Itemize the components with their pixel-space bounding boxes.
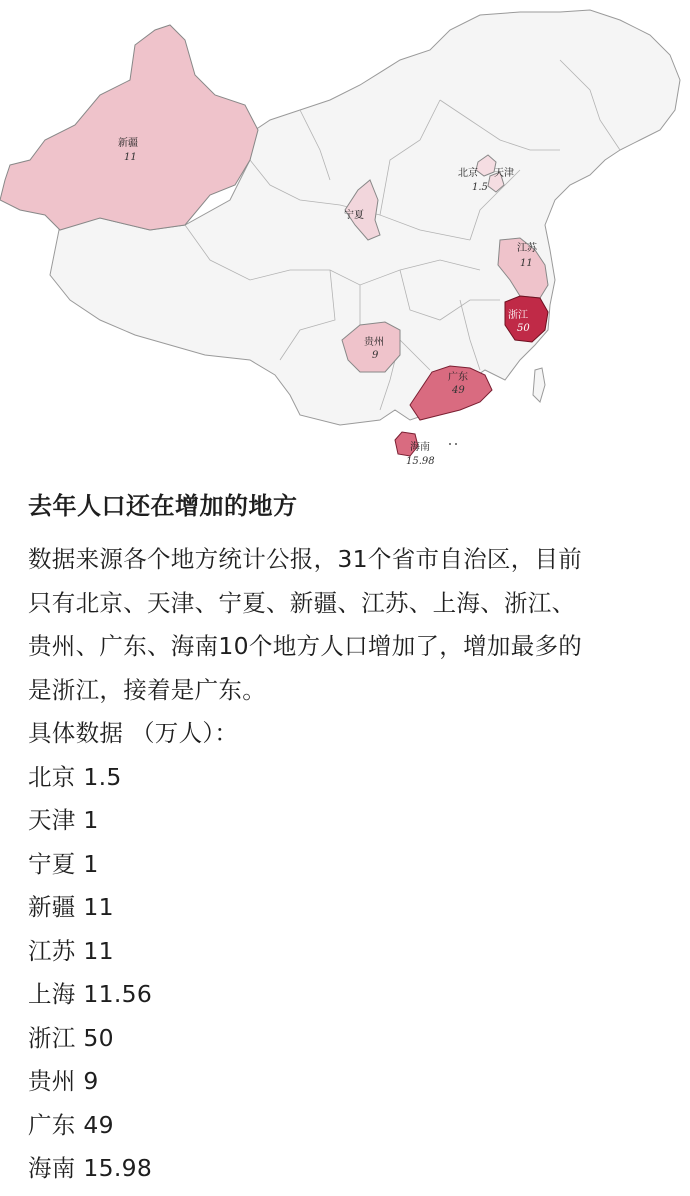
map-label-xinjiang: 新疆 — [118, 138, 138, 149]
data-item-tianjin: 天津 1 — [28, 806, 99, 834]
data-item-ningxia: 宁夏 1 — [28, 849, 99, 878]
data-item-xinjiang: 新疆 11 — [28, 893, 114, 921]
data-item-guangdong: 广东 49 — [28, 1110, 114, 1139]
region-xinjiang — [0, 25, 258, 230]
data-item-zhejiang: 浙江 50 — [28, 1023, 114, 1052]
data-item-beijing: 北京 1.5 — [28, 762, 122, 791]
paragraph-line: 贵州、广东、海南10个地方人口增加了，增加最多的 — [28, 632, 583, 660]
map-label-guizhou: 贵州 — [364, 337, 384, 348]
map-label-ningxia: 宁夏 — [344, 210, 364, 221]
paragraph-line: 是浙江，接着是广东。 — [28, 675, 266, 704]
map-label-tianjin: 天津 — [494, 168, 514, 179]
data-item-guizhou: 贵州 9 — [28, 1067, 99, 1095]
island-dot — [449, 443, 451, 445]
data-item-shanghai: 上海 11.56 — [28, 980, 153, 1008]
map-value-zhejiang: 50 — [517, 323, 530, 334]
data-item-hainan: 海南 15.98 — [28, 1154, 153, 1182]
map-value-jiangsu: 11 — [520, 258, 533, 269]
map-label-hainan: 海南 — [410, 442, 430, 453]
island-dot — [455, 443, 457, 445]
map-label-beijing: 北京 — [458, 168, 478, 179]
map-value-guizhou: 9 — [372, 350, 379, 361]
map-value-guangdong: 49 — [452, 385, 465, 396]
region-taiwan — [533, 368, 545, 402]
china-map — [0, 0, 690, 470]
data-item-jiangsu: 江苏 11 — [28, 936, 114, 965]
article-title: 去年人口还在增加的地方 — [28, 492, 298, 520]
map-value-xinjiang: 11 — [124, 152, 137, 163]
paragraph-line: 只有北京、天津、宁夏、新疆、江苏、上海、浙江、 — [28, 588, 576, 617]
data-header: 具体数据 （万人）： — [28, 719, 239, 747]
article-body — [28, 538, 668, 1191]
map-label-jiangsu: 江苏 — [517, 243, 537, 254]
map-value-beijing: 1.5 — [472, 182, 488, 193]
map-label-guangdong: 广东 — [448, 372, 468, 383]
map-value-hainan: 15.98 — [406, 456, 435, 467]
paragraph-line: 数据来源各个地方统计公报，31个省市自治区，目前 — [28, 545, 583, 573]
map-label-zhejiang: 浙江 — [508, 310, 528, 321]
